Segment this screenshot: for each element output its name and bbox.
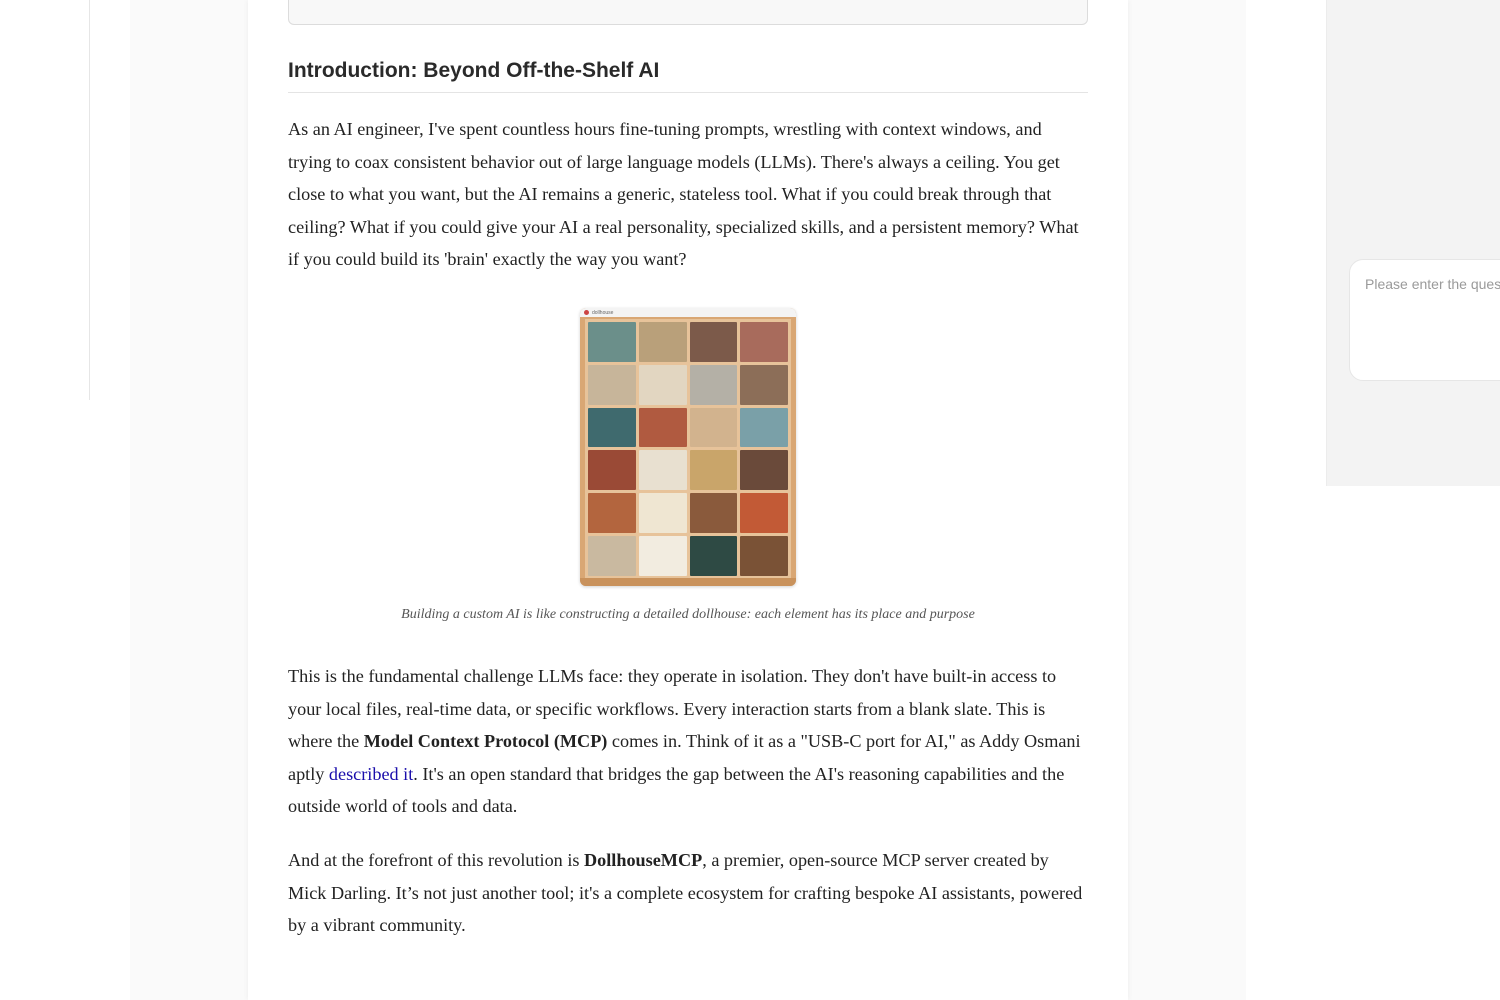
dollhouse-room bbox=[690, 408, 738, 448]
dollhouse-room bbox=[690, 536, 738, 576]
dollhouse-room bbox=[639, 493, 687, 533]
question-input[interactable] bbox=[1365, 276, 1500, 366]
dollhouse-room bbox=[588, 322, 636, 362]
dollhouse-room bbox=[639, 322, 687, 362]
dollhouse-room bbox=[639, 408, 687, 448]
image-topbar bbox=[580, 308, 796, 317]
question-box bbox=[1349, 259, 1500, 381]
dollhouse-room bbox=[588, 450, 636, 490]
dollhouse-room bbox=[740, 408, 788, 448]
dollhouse-room bbox=[740, 450, 788, 490]
dollhouse-room bbox=[740, 322, 788, 362]
dollhouse-room bbox=[690, 493, 738, 533]
dollhouse-base bbox=[580, 578, 796, 586]
paragraph-mcp-part1: This is the fundamental challenge LLMs face: they operate in isolation. They don't have built-in access to your local files, real-time data, or specific workflows. Every interaction starts from a blank slate. This is where the bbox=[288, 666, 1057, 751]
dollhouse-room bbox=[639, 536, 687, 576]
section-title: Introduction: Beyond Off-the-Shelf AI bbox=[288, 56, 1088, 93]
image-topbar-label: dollhouse bbox=[592, 309, 614, 316]
dollhouse-room bbox=[740, 493, 788, 533]
paragraph-mcp-part3: . It's an open standard that bridges the gap between the AI's reasoning capabilities and the outside world of tools and data. bbox=[288, 763, 1065, 816]
dollhouse-room bbox=[588, 408, 636, 448]
paragraph-intro: As an AI engineer, I've spent countless hours fine-tuning prompts, wrestling with context windows, and trying to coax consistent behavior out of large language models (LLMs). There's always a ceiling. You get close to what you want, but the AI remains a generic, stateless tool. What if you could break through that ceiling? What if you could give your AI a real personality, specialized skills, and a persistent memory? What if you could build its 'brain' exactly the way you want? bbox=[288, 119, 1079, 269]
dollhouse-room bbox=[588, 536, 636, 576]
paragraph-dollhouse-part2: , a premier, open-source MCP server created by Mick Darling. It’s not just another tool; it's a complete ecosystem for crafting bespoke AI assistants, powered by a vibrant community. bbox=[288, 850, 1083, 935]
dollhousemcp-bold: DollhouseMCP bbox=[584, 850, 703, 870]
image-dot-icon bbox=[584, 310, 589, 315]
paragraph-dollhouse bbox=[288, 844, 1088, 942]
dollhouse-room bbox=[588, 493, 636, 533]
dollhouse-room bbox=[639, 365, 687, 405]
dollhouse-image bbox=[580, 308, 796, 586]
dollhouse-room bbox=[740, 365, 788, 405]
mcp-bold: Model Context Protocol (MCP) bbox=[363, 731, 608, 751]
dollhouse-rooms bbox=[585, 319, 791, 579]
described-it-link[interactable]: described it bbox=[328, 763, 414, 784]
figure-caption: Building a custom AI is like constructing a detailed dollhouse: each element has its place and purpose bbox=[401, 607, 975, 622]
paragraph-mcp-part2: comes in. Think of it as a "USB-C port for AI," as Addy Osmani aptly bbox=[288, 731, 1081, 784]
article-card bbox=[248, 0, 1128, 1000]
dollhouse-room bbox=[690, 322, 738, 362]
dollhouse-room bbox=[588, 365, 636, 405]
dollhouse-room bbox=[740, 536, 788, 576]
left-rail bbox=[0, 0, 90, 400]
code-block bbox=[288, 0, 1088, 25]
dollhouse-room bbox=[639, 450, 687, 490]
dollhouse-room bbox=[690, 365, 738, 405]
paragraph-mcp bbox=[288, 660, 1088, 823]
paragraph-dollhouse-part1: And at the forefront of this revolution is bbox=[288, 850, 584, 870]
dollhouse-room bbox=[690, 450, 738, 490]
right-sidebar bbox=[1326, 0, 1500, 486]
